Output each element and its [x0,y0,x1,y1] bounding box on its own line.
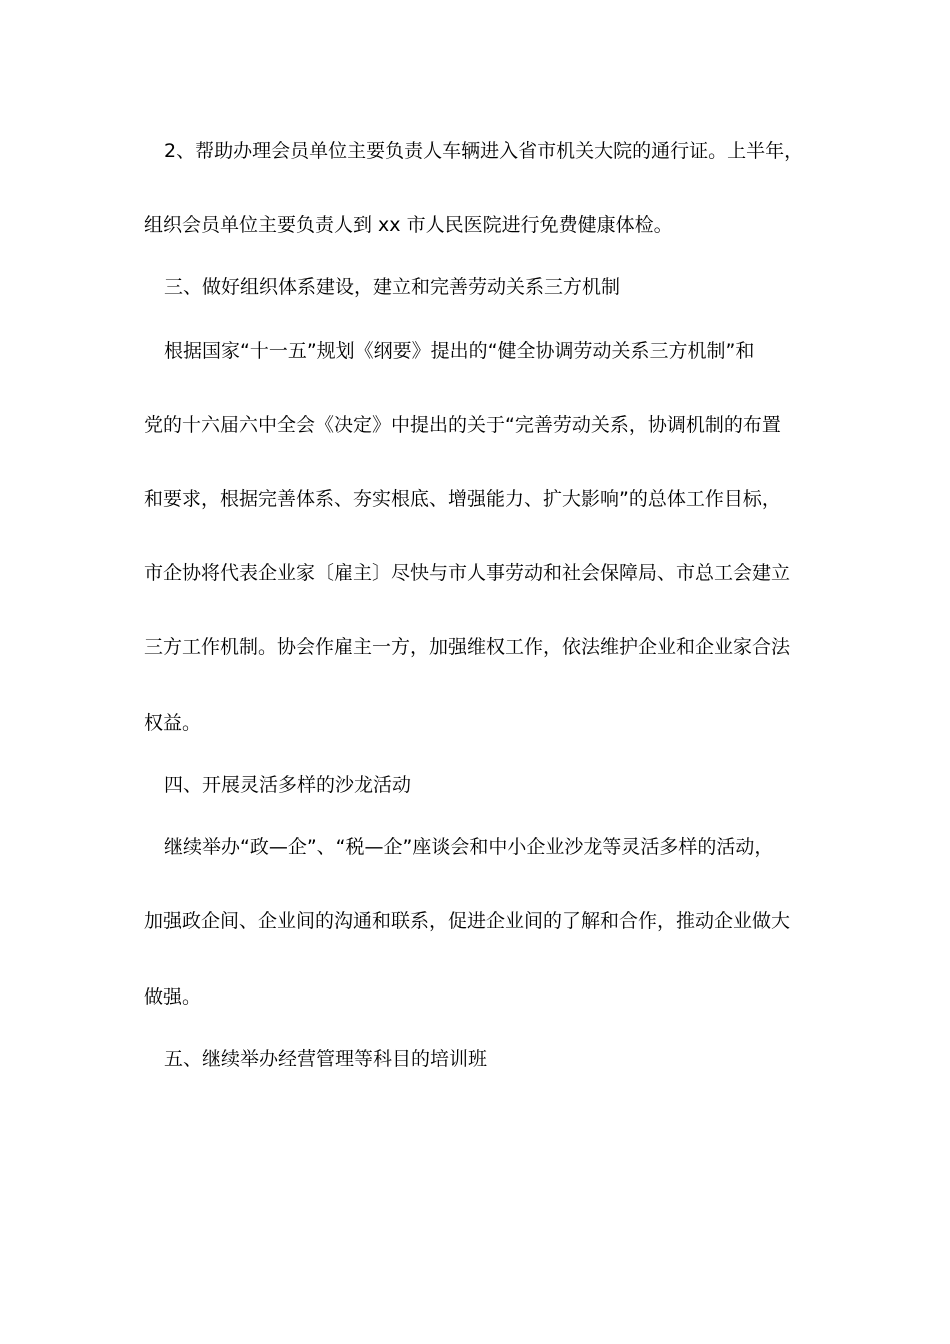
paragraph-line: 继续举办“政—企”、“税—企”座谈会和中小企业沙龙等灵活多样的活动， [164,836,774,858]
paragraph-line: 党的十六届六中全会《决定》中提出的关于“完善劳动关系，协调机制的布置 [144,414,781,436]
paragraph-line: 做强。 [144,986,202,1008]
section-heading: 三、做好组织体系建设，建立和完善劳动关系三方机制 [164,276,621,298]
paragraph-line: 和要求，根据完善体系、夯实根底、增强能力、扩大影响”的总体工作目标， [144,488,781,510]
paragraph-line: 权益。 [144,712,202,734]
paragraph-line: 市企协将代表企业家〔雇主〕尽快与市人事劳动和社会保障局、市总工会建立 [144,562,791,584]
paragraph-line: 组织会员单位主要负责人到 xx 市人民医院进行免费健康体检。 [144,214,673,236]
paragraph-line: 三方工作机制。协会作雇主一方，加强维权工作，依法维护企业和企业家合法 [144,636,791,658]
section-heading: 四、开展灵活多样的沙龙活动 [164,774,412,796]
section-heading: 五、继续举办经营管理等科目的培训班 [164,1048,488,1070]
paragraph-line: 根据国家“十一五”规划《纲要》提出的“健全协调劳动关系三方机制”和 [164,340,755,362]
paragraph-line: 加强政企间、企业间的沟通和联系，促进企业间的了解和合作，推动企业做大 [144,910,791,932]
paragraph-line: 2、帮助办理会员单位主要负责人车辆进入省市机关大院的通行证。上半年， [164,140,804,162]
